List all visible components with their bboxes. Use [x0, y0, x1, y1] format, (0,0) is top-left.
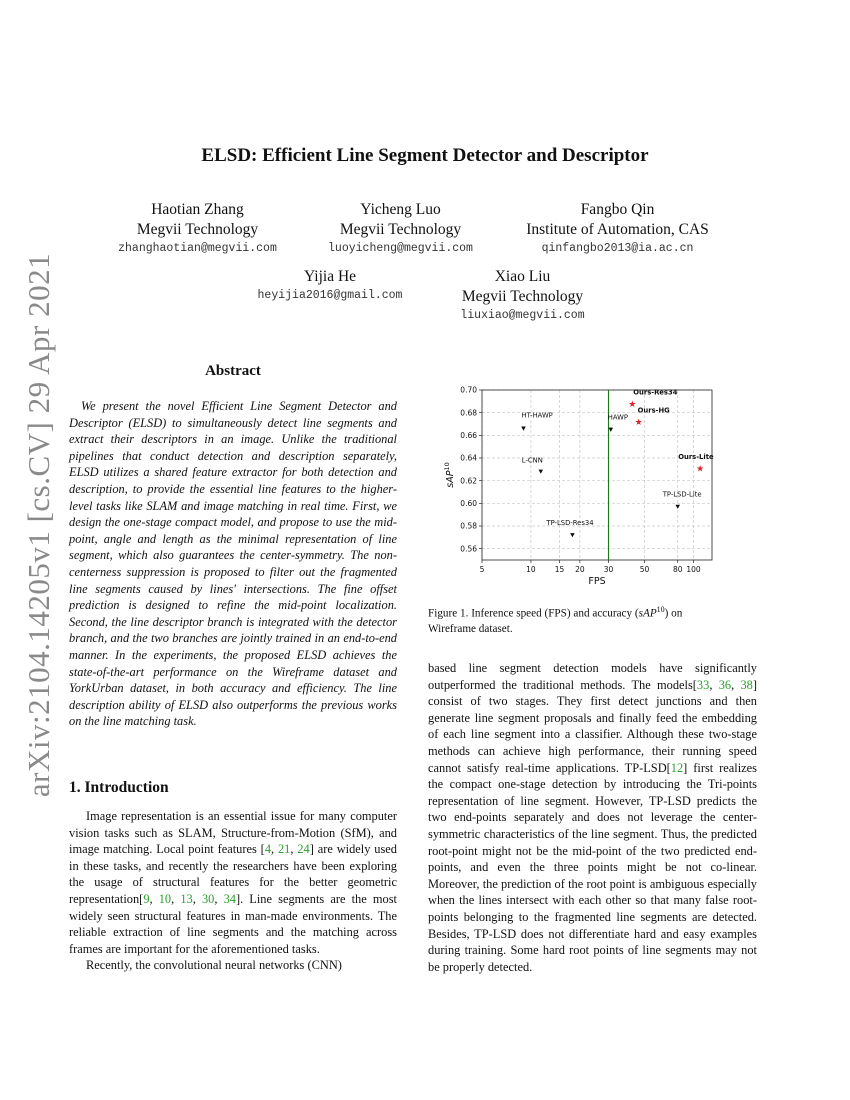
- author-name: Haotian Zhang: [151, 201, 244, 218]
- y-tick-label: 0.68: [460, 408, 477, 418]
- author-name: Yicheng Luo: [360, 201, 441, 218]
- x-tick-label: 30: [603, 565, 614, 574]
- citation-link[interactable]: 30: [201, 891, 215, 906]
- data-point-label: L-CNN: [521, 456, 543, 465]
- arxiv-sidebar: [19, 252, 59, 798]
- x-tick-label: 15: [554, 565, 565, 574]
- author-affiliation: Megvii Technology: [461, 288, 584, 305]
- intro-paragraph-2: Recently, the convolutional neural networks (CNN): [86, 958, 342, 973]
- author-affiliation: Megvii Technology: [136, 221, 259, 238]
- data-point-label: Ours-Lite: [678, 453, 714, 462]
- y-tick-label: 0.56: [460, 544, 477, 554]
- author-name: Yijia He: [303, 268, 357, 285]
- y-axis-label: sAP$^{10}$: [443, 462, 456, 488]
- x-tick-label: 80: [672, 565, 683, 574]
- x-tick-label: 10: [526, 565, 536, 574]
- author-email[interactable]: heyijia2016@gmail.com: [257, 289, 403, 302]
- figure-1-caption: Figure 1. Inference speed (FPS) and accuracy (sAP$^{10}$) on Wireframe dataset.: [428, 605, 683, 636]
- citation-link[interactable]: 21: [277, 842, 291, 857]
- y-tick-label: 0.64: [460, 453, 477, 463]
- citation-link[interactable]: 13: [180, 891, 193, 906]
- data-point-label: Ours-Res34: [633, 388, 678, 397]
- data-point-triangle: [570, 533, 575, 537]
- y-tick-label: 0.62: [460, 476, 477, 486]
- data-point-label: TP-LSD-Lite: [662, 490, 702, 499]
- citation-link[interactable]: 36: [718, 677, 732, 692]
- author-block-5: [425, 267, 620, 325]
- paper-title: ELSD: Efficient Line Segment Detector and Descriptor: [201, 145, 649, 166]
- data-point-star: ★: [628, 399, 637, 410]
- data-point-triangle: [521, 427, 526, 431]
- fps-vs-sap-chart: [430, 380, 720, 595]
- author-block-3: [505, 200, 730, 258]
- y-tick-label: 0.66: [460, 430, 477, 440]
- author-block-1: [95, 200, 300, 258]
- author-block-2: [298, 200, 503, 258]
- y-axis-label-superscript: 10: [443, 462, 451, 471]
- right-column-body: [428, 660, 757, 975]
- author-email[interactable]: luoyicheng@megvii.com: [328, 242, 473, 255]
- author-name: Xiao Liu: [494, 268, 551, 285]
- author-affiliation: Institute of Automation, CAS: [526, 221, 709, 238]
- abstract-heading: Abstract: [205, 363, 261, 379]
- x-axis-label: FPS: [588, 576, 606, 587]
- author-email[interactable]: liuxiao@megvii.com: [460, 309, 585, 322]
- data-point-label: HAWP: [607, 413, 629, 422]
- citation-link[interactable]: 38: [740, 677, 753, 692]
- data-point-label: TP-LSD-Res34: [546, 519, 594, 528]
- data-point-triangle: [675, 505, 680, 509]
- x-tick-label: 50: [639, 565, 650, 574]
- abstract-body: We present the novel Efficient Line Segment Detector and Descriptor (ELSD) to simultaneously detect line segments and extract their descriptors in an image. Unlike the traditional pipelines that conduct detection and description separately, ELSD utilizes a shared feature extractor for both detection and description, to provide the essential line features to the higher-level tasks like SLAM and image matching in real time. First, we design the one-stage compact model, and propose to use the mid-point, angle and length as the minimal representation of line segment, which also guarantees the center-symmetry. The non-centerness suppression is proposed to filter out the fragmented line segments caused by lines' intersections. The fine offset prediction is designed to refine the mid-point localization. Second, the line descriptor branch is integrated with the detector branch, and the two branches are jointly trained in an end-to-end manner. In the experiments, the proposed ELSD achieves the state-of-the-art performance on the Wireframe dataset and YorkUrban dataset, in both accuracy and efficiency. The line description ability of ELSD also outperforms the previous works on the line matching task.: [69, 399, 397, 729]
- author-name: Fangbo Qin: [580, 201, 655, 218]
- arxiv-identifier: arXiv:2104.14205v1 [cs.CV] 29 Apr 2021: [21, 252, 56, 798]
- author-email[interactable]: qinfangbo2013@ia.ac.cn: [541, 242, 694, 255]
- citation-link[interactable]: 12: [670, 760, 684, 775]
- data-point-triangle: [538, 470, 543, 474]
- data-point-star: ★: [696, 464, 705, 475]
- intro-paragraph-1: Image representation is an essential issue for many computer vision tasks such as SLAM, Structure-from-Motion (SfM), and image matching. Local point features [4, 21, 24] are widely used in these tasks, and recently the researchers have been exploring the usage of structural features for the better geometric representation[9, 10, 13, 30, 34]. Line segments are the most widely seen structural features in man-made environments. The reliable extraction of line segments and the matching across frames are important for the aforementioned tasks.: [69, 809, 398, 956]
- citation-link[interactable]: 4: [264, 842, 272, 857]
- right-paragraph: based line segment detection models have significantly outperformed the traditional methods. The models[33, 36, 38] consist of two stages. They first detect junctions and then generate line segment proposals and finally feed the embedding of each line segment into a classifier. Although these two-stage methods can achieve high performance, their running speed cannot satisfy real-time applications. TP-LSD[12] first realizes the compact one-stage detection by introducing the Tri-points representation of line segment. However, TP-LSD predicts the two end-points separately and does not leverage the center-symmetric characteristics of the line segment. Thus, the predicted root-point might not be the mid-point of the two predicted end-points, and even the three points might be not co-linear. Moreover, the prediction of the root point is ambiguous especially when the lines intersect with each other so that many false root-points belonging to the fragmented line segments are detected. Besides, TP-LSD does not differentiate hard and easy examples during training. Some hard root points of line segments may not be properly detected.: [428, 661, 757, 974]
- citation-link[interactable]: 34: [223, 891, 236, 906]
- author-email[interactable]: zhanghaotian@megvii.com: [118, 242, 277, 255]
- y-tick-label: 0.60: [460, 498, 477, 508]
- data-point-label: Ours-HG: [637, 406, 670, 415]
- citation-link[interactable]: 10: [158, 891, 172, 906]
- data-point-label: HT-HAWP: [521, 411, 553, 420]
- data-point-star: ★: [634, 418, 643, 429]
- citation-link[interactable]: 33: [696, 677, 710, 692]
- y-tick-label: 0.58: [460, 521, 477, 531]
- data-point-triangle: [609, 428, 614, 432]
- introduction-heading: 1. Introduction: [69, 779, 169, 796]
- author-affiliation: Megvii Technology: [339, 221, 462, 238]
- x-tick-label: 100: [686, 565, 701, 574]
- citation-link[interactable]: 24: [297, 842, 310, 857]
- introduction-body: [69, 808, 397, 974]
- x-tick-label: 20: [575, 565, 585, 574]
- citation-link[interactable]: 9: [143, 891, 150, 906]
- x-tick-label: 5: [479, 565, 485, 574]
- y-tick-label: 0.70: [460, 385, 477, 395]
- author-block-4: [210, 267, 450, 305]
